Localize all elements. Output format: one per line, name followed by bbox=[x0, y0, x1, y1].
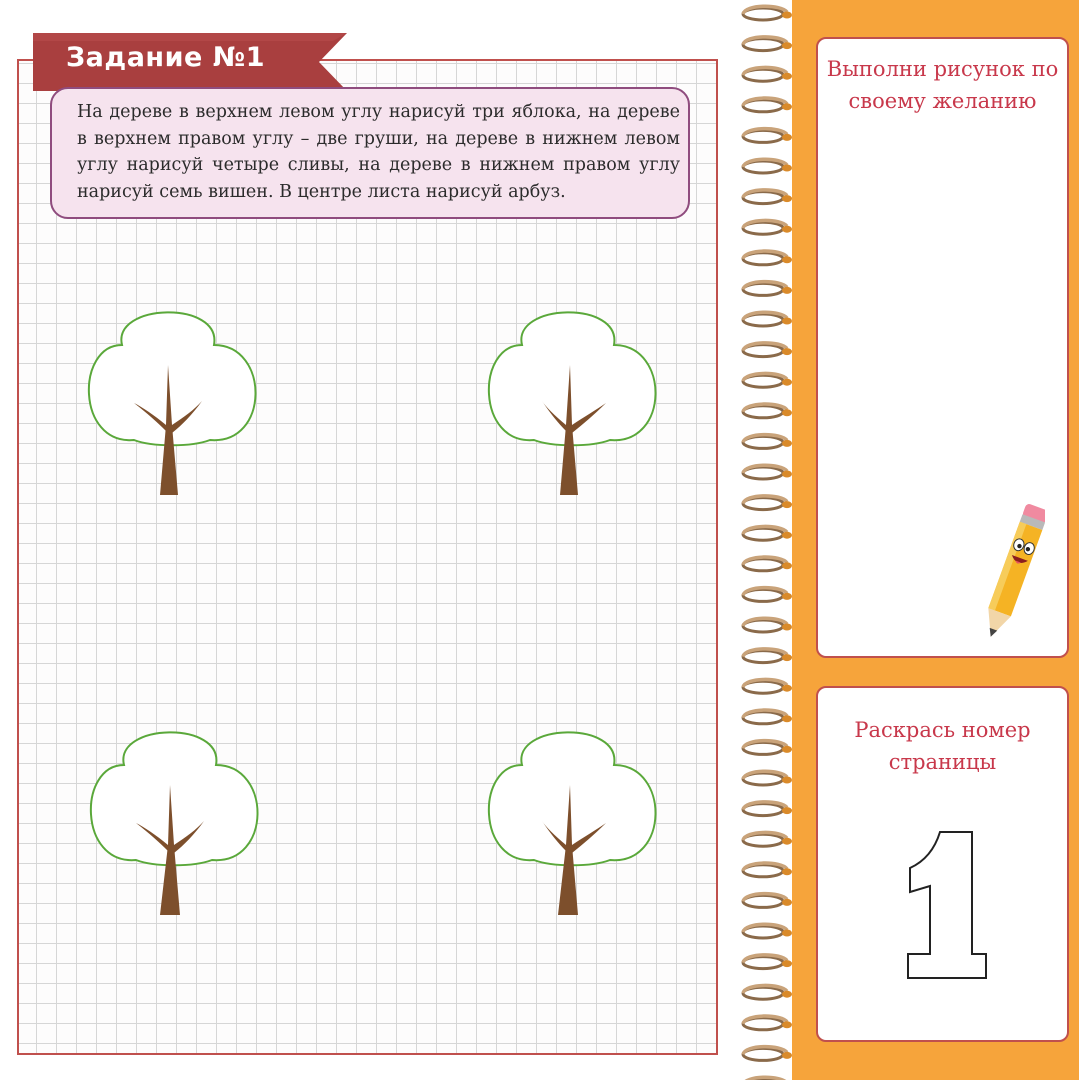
spiral-ring bbox=[743, 863, 792, 877]
spiral-ring bbox=[743, 67, 792, 81]
tree-top-right[interactable] bbox=[482, 295, 662, 500]
spiral-ring bbox=[743, 741, 792, 755]
spiral-ring bbox=[743, 1047, 792, 1061]
tree-icon bbox=[482, 295, 662, 500]
tree-bottom-left[interactable] bbox=[84, 715, 264, 920]
color-page-number-title: Раскрась номер страницы bbox=[854, 718, 1031, 774]
spiral-ring bbox=[743, 496, 792, 510]
spiral-ring bbox=[743, 343, 792, 357]
spiral-ring bbox=[743, 435, 792, 449]
spiral-ring bbox=[743, 894, 792, 908]
spiral-ring bbox=[743, 679, 792, 693]
spiral-ring bbox=[743, 618, 792, 632]
spiral-ring bbox=[743, 649, 792, 663]
tree-bottom-right[interactable] bbox=[482, 715, 662, 920]
spiral-ring bbox=[743, 251, 792, 265]
spiral-ring bbox=[743, 526, 792, 540]
spiral-ring bbox=[743, 832, 792, 846]
spiral-ring bbox=[743, 955, 792, 969]
spiral-ring bbox=[743, 802, 792, 816]
spiral-ring bbox=[743, 190, 792, 204]
page-number-outline[interactable] bbox=[900, 828, 995, 988]
spiral-ring bbox=[743, 282, 792, 296]
tree-icon bbox=[84, 715, 264, 920]
tree-icon bbox=[82, 295, 262, 500]
spiral-ring bbox=[743, 37, 792, 51]
spiral-ring bbox=[743, 710, 792, 724]
spiral-binding bbox=[735, 0, 795, 1080]
spiral-ring bbox=[743, 159, 792, 173]
spiral-ring bbox=[743, 129, 792, 143]
spiral-ring bbox=[743, 404, 792, 418]
spiral-ring bbox=[743, 220, 792, 234]
spiral-ring bbox=[743, 924, 792, 938]
spiral-ring bbox=[743, 771, 792, 785]
tree-icon bbox=[482, 715, 662, 920]
task-ribbon bbox=[33, 33, 347, 91]
spiral-ring bbox=[743, 557, 792, 571]
page-number-text: 1 bbox=[900, 828, 901, 829]
spiral-ring bbox=[743, 1016, 792, 1030]
pencil-mascot-icon bbox=[985, 495, 1045, 645]
task-instruction-box bbox=[50, 87, 690, 219]
spiral-ring bbox=[743, 985, 792, 999]
free-drawing-title: Выполни рисунок по своему желанию bbox=[826, 57, 1059, 113]
spiral-ring bbox=[743, 98, 792, 112]
spiral-ring bbox=[743, 6, 792, 20]
spiral-ring bbox=[743, 465, 792, 479]
task-instruction-text: На дереве в верхнем левом углу нарисуй три яблока, на дереве в верхнем правом углу – две груши, на дереве в нижнем левом углу нарисуй четыре сливы, на дереве в нижнем правом углу нарисуй семь вишен. В центре листа нарисуй арбуз. bbox=[77, 102, 680, 202]
tree-top-left[interactable] bbox=[82, 295, 262, 500]
spiral-ring bbox=[743, 373, 792, 387]
spiral-ring bbox=[743, 312, 792, 326]
spiral-ring bbox=[743, 588, 792, 602]
task-title: Задание №1 bbox=[66, 42, 265, 73]
